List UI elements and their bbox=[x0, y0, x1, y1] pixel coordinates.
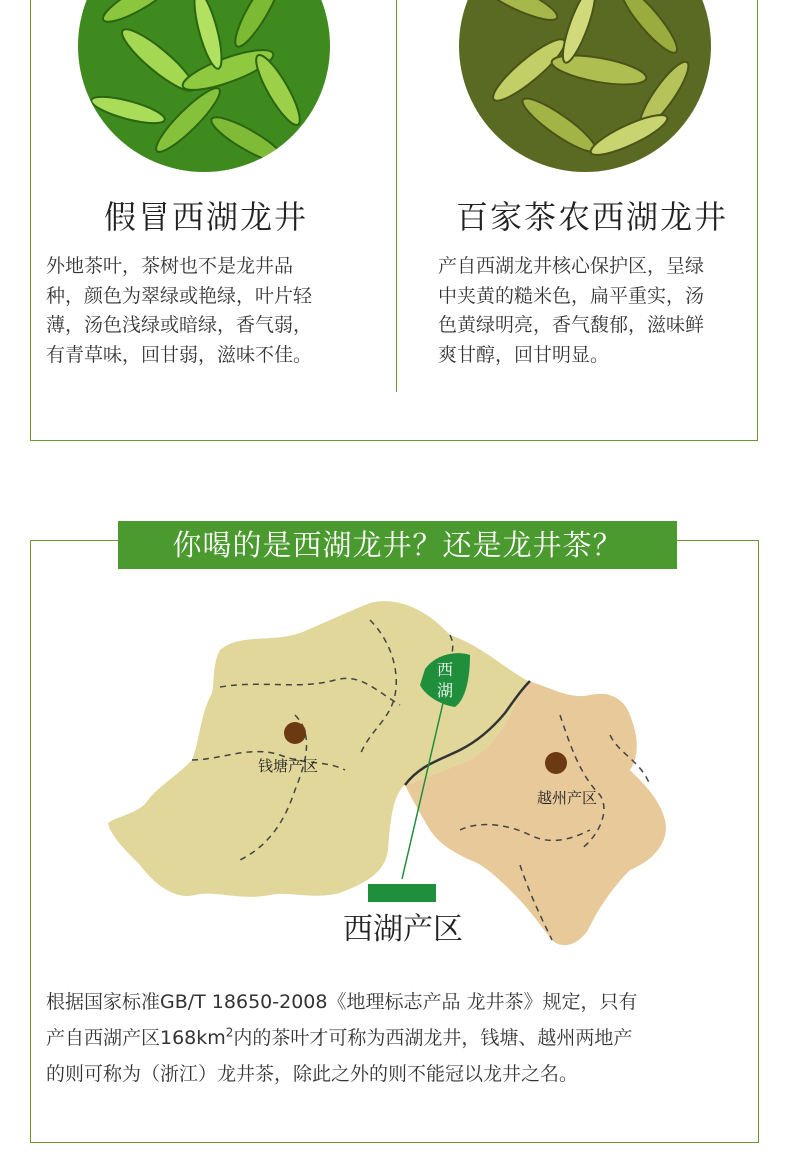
yuezhou-dot bbox=[545, 752, 567, 774]
paragraph-line bbox=[46, 1020, 746, 1056]
xihu-caption-bar bbox=[368, 884, 436, 902]
xihu-region-caption: 西湖产区 bbox=[343, 912, 463, 947]
paragraph-line: 的则可称为（浙江）龙井茶，除此之外的则不能冠以龙井之名。 bbox=[46, 1063, 579, 1085]
xihu-tag-char-1: 西 bbox=[436, 660, 454, 679]
paragraph-line: 根据国家标准GB/T 18650-2008《地理标志产品 龙井茶》规定，只有 bbox=[46, 991, 638, 1013]
genuine-description-line: 爽甘醇，回甘明显。 bbox=[438, 343, 610, 366]
paragraph-segment: 内的茶叶才可称为西湖龙井，钱塘、越州两地产 bbox=[233, 1027, 633, 1049]
genuine-description-line: 产自西湖龙井核心保护区，呈绿 bbox=[438, 255, 705, 277]
genuine-description-line: 中夹黄的糙米色，扁平重实，汤 bbox=[438, 284, 705, 307]
genuine-description-line: 色黄绿明亮，香气馥郁，滋味鲜 bbox=[438, 314, 705, 336]
fake-description-line: 薄，汤色浅绿或暗绿，香气弱， bbox=[46, 314, 313, 336]
superscript-two: 2 bbox=[225, 1025, 234, 1040]
genuine-title: 百家茶农西湖龙井 bbox=[455, 198, 728, 236]
section-banner: 你喝的是西湖龙井？还是龙井茶？ bbox=[118, 521, 677, 569]
fake-description bbox=[46, 252, 364, 370]
fake-title: 假冒西湖龙井 bbox=[103, 198, 308, 236]
xihu-tag-char-2: 湖 bbox=[436, 681, 454, 700]
fake-description-line: 外地茶叶，茶树也不是龙井品 bbox=[46, 255, 294, 277]
paragraph-segment: 产自西湖产区168km bbox=[46, 1027, 226, 1049]
fake-description-line: 种，颜色为翠绿或艳绿，叶片轻 bbox=[46, 284, 313, 307]
standard-paragraph bbox=[46, 984, 746, 1092]
comparison-divider bbox=[396, 0, 397, 392]
fake-description-line: 有青草味，回甘弱，滋味不佳。 bbox=[46, 343, 313, 366]
qiantang-dot bbox=[284, 722, 306, 744]
qiantang-label: 钱塘产区 bbox=[258, 757, 319, 775]
yuezhou-label: 越州产区 bbox=[537, 789, 598, 807]
genuine-description bbox=[438, 252, 756, 370]
